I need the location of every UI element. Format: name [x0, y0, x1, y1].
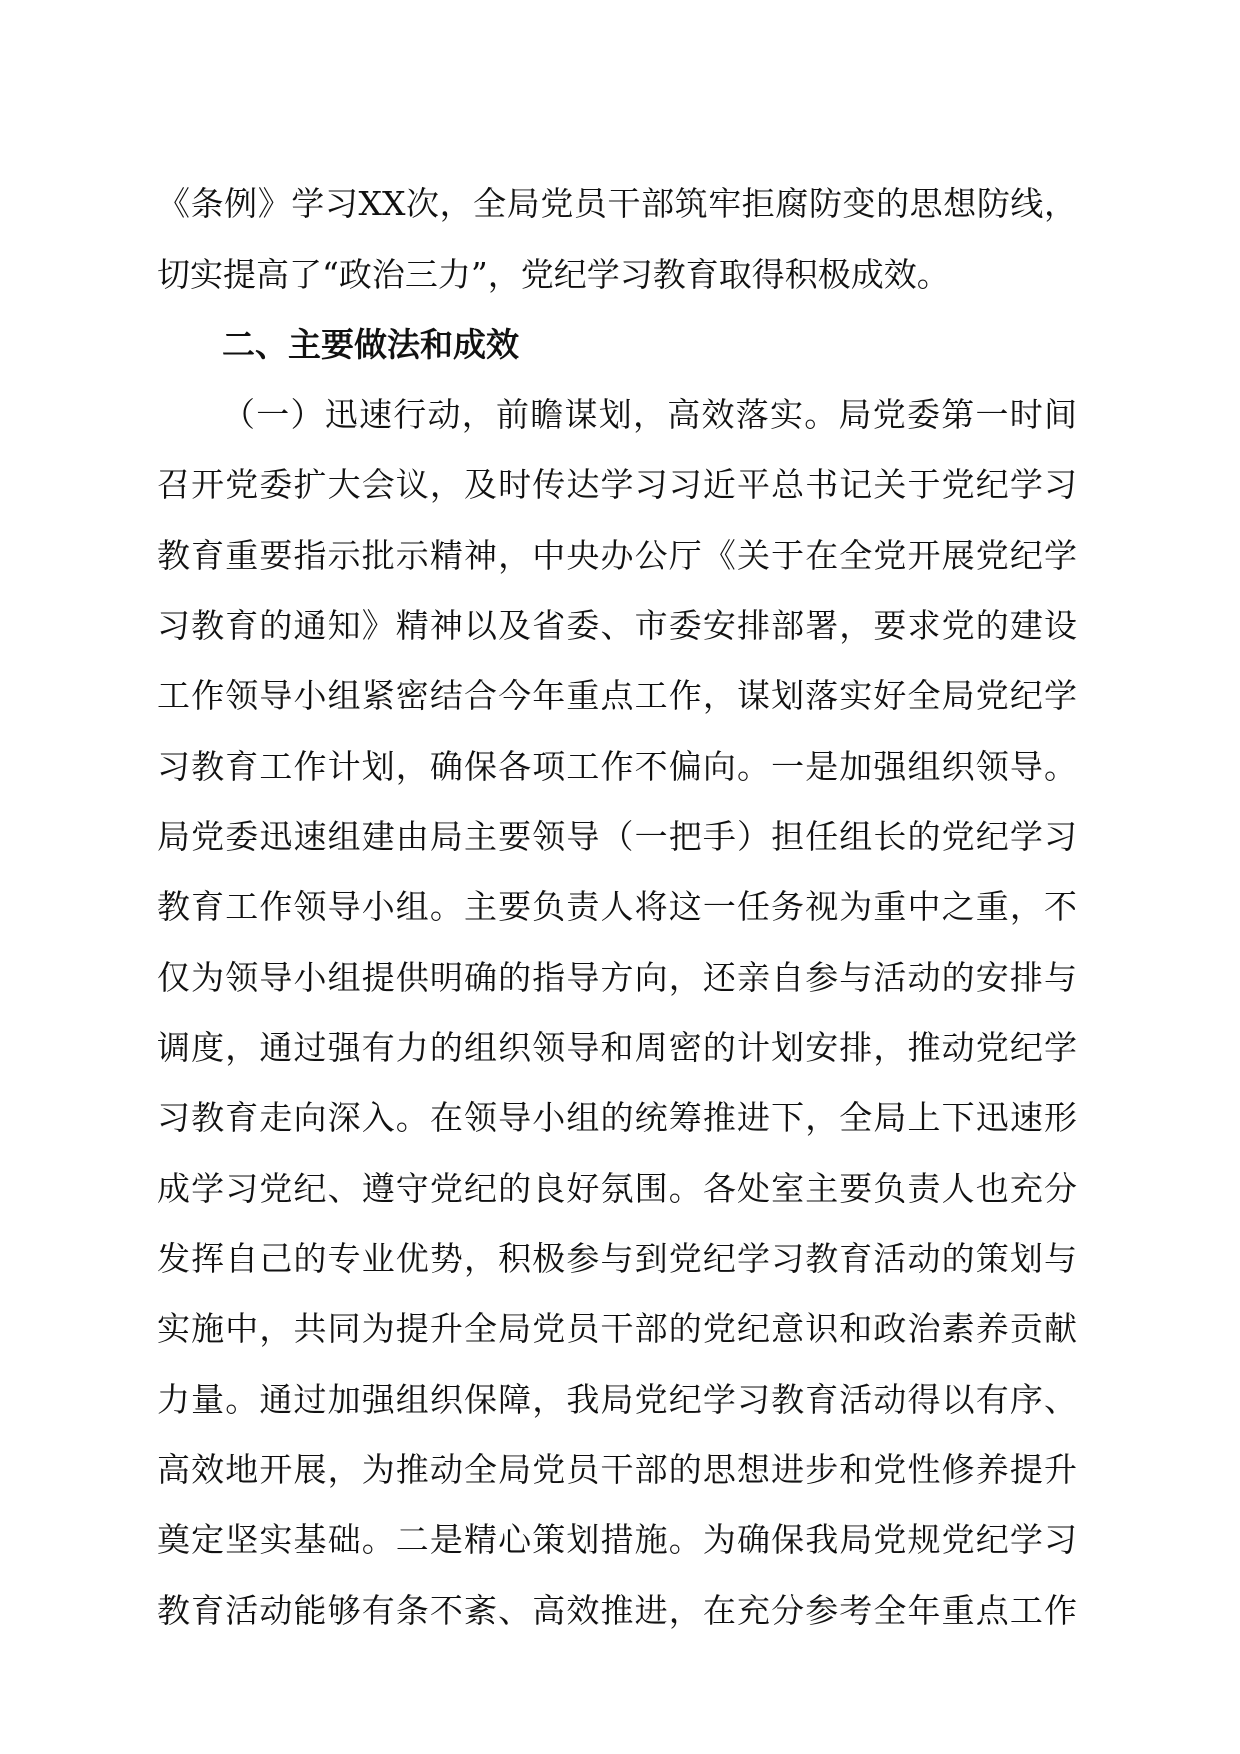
body-line-3: 教育重要指示批示精神，中央办公厅《关于在全党开展党纪学 — [157, 536, 1077, 575]
body-line-16: 高效地开展，为推动全局党员干部的思想进步和党性修养提升 — [157, 1450, 1077, 1489]
body-line-7: 局党委迅速组建由局主要领导（一把手）担任组长的党纪学习 — [157, 817, 1077, 856]
body-line-4: 习教育的通知》精神以及省委、市委安排部署，要求党的建设 — [157, 606, 1077, 645]
body-line-11: 习教育走向深入。在领导小组的统筹推进下，全局上下迅速形 — [157, 1098, 1077, 1137]
intro-line-2: 切实提高了“政治三力”，党纪学习教育取得积极成效。 — [157, 255, 950, 294]
body-line-1: （一）迅速行动，前瞻谋划，高效落实。局党委第一时间 — [222, 395, 1077, 434]
body-line-18: 教育活动能够有条不紊、高效推进，在充分参考全年重点工作 — [157, 1591, 1077, 1630]
section-heading: 二、主要做法和成效 — [222, 325, 519, 364]
body-line-17: 奠定坚实基础。二是精心策划措施。为确保我局党规党纪学习 — [157, 1520, 1077, 1559]
body-line-8: 教育工作领导小组。主要负责人将这一任务视为重中之重，不 — [157, 887, 1077, 926]
body-line-10: 调度，通过强有力的组织领导和周密的计划安排，推动党纪学 — [157, 1028, 1077, 1067]
body-line-14: 实施中，共同为提升全局党员干部的党纪意识和政治素养贡献 — [157, 1309, 1077, 1348]
intro-line-1: 《条例》学习XX次，全局党员干部筑牢拒腐防变的思想防线， — [157, 184, 1077, 223]
body-line-15: 力量。通过加强组织保障，我局党纪学习教育活动得以有序、 — [157, 1380, 1077, 1419]
body-line-6: 习教育工作计划，确保各项工作不偏向。一是加强组织领导。 — [157, 747, 1077, 786]
body-line-12: 成学习党纪、遵守党纪的良好氛围。各处室主要负责人也充分 — [157, 1169, 1077, 1208]
body-line-9: 仅为领导小组提供明确的指导方向，还亲自参与活动的安排与 — [157, 958, 1077, 997]
body-line-5: 工作领导小组紧密结合今年重点工作，谋划落实好全局党纪学 — [157, 676, 1077, 715]
body-line-13: 发挥自己的专业优势，积极参与到党纪学习教育活动的策划与 — [157, 1239, 1077, 1278]
body-line-2: 召开党委扩大会议，及时传达学习习近平总书记关于党纪学习 — [157, 465, 1077, 504]
